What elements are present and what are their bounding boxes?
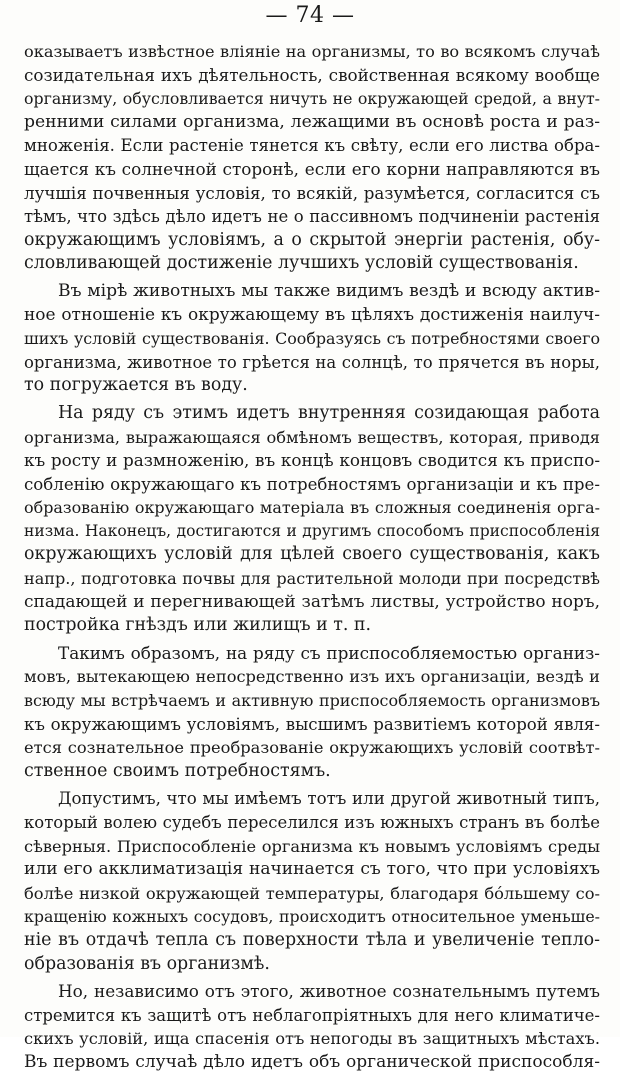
text-line: созидательная ихъ дѣятельность, свойственная всякому вообще — [24, 64, 600, 85]
text-line: постройка гнѣздъ или жилищъ и т. п. — [24, 615, 372, 636]
paragraph — [24, 40, 600, 276]
text-line: Въ мірѣ животныхъ мы также видимъ вездѣ и всюду актив- — [58, 280, 600, 301]
paragraph — [24, 980, 600, 1074]
text-line: низма. Наконецъ, достигаются и другимъ способомъ приспособленія — [24, 521, 600, 540]
text-line: собленію окружающаго къ потребностямъ организаціи и къ пре- — [24, 474, 600, 494]
paragraph — [24, 642, 600, 784]
text-line: или его акклиматизація начинается съ того, что при условіяхъ — [24, 859, 600, 880]
text-line: ное отношеніе къ окружающему въ цѣляхъ достиженія наилуч- — [24, 304, 600, 325]
text-line: Такимъ образомъ, на ряду съ приспособляемостью организ- — [58, 642, 600, 663]
text-line: ренними силами организма, лежащими въ основѣ роста и раз- — [24, 111, 600, 132]
page-number: — 74 — — [265, 3, 355, 28]
text-line: ственное своимъ потребностямъ. — [24, 760, 331, 781]
text-line: оказываетъ извѣстное вліяніе на организмы, то во всякомъ случаѣ — [24, 42, 600, 61]
text-line: стремится къ защитѣ отъ неблагопріятныхъ для него климатиче- — [24, 1005, 600, 1025]
text-line: На ряду съ этимъ идетъ внутренняя созидающая работа — [58, 402, 600, 423]
text-line: мовъ, вытекающею непосредственно изъ ихъ организаціи, вездѣ и — [24, 667, 600, 687]
text-line: Въ первомъ случаѣ дѣло идетъ объ органической приспособля- — [24, 1051, 600, 1072]
text-line: къ росту и размноженію, въ концѣ концовъ сводится къ приспо- — [24, 450, 600, 471]
text-line: организма, выражающаяся обмѣномъ веществъ, которая, приводя — [24, 427, 600, 447]
text-line: образованія въ организмѣ. — [24, 953, 270, 974]
text-line: который волею судебъ переселился изъ южныхъ странъ въ болѣе — [24, 813, 600, 832]
text-line: Но, независимо отъ этого, животное сознательнымъ путемъ — [58, 981, 600, 1002]
text-line: болѣе низкой окружающей температуры, благодаря бо́льшему со- — [24, 883, 600, 903]
text-line: шихъ условій существованія. Сообразуясь съ потребностями своего — [24, 329, 600, 349]
text-line: Допустимъ, что мы имѣемъ тотъ или другой животный типъ, — [58, 789, 600, 809]
text-line: то погружается въ воду. — [24, 375, 248, 396]
text-line: словливающей достиженіе лучшихъ условій существованія. — [24, 253, 579, 274]
text-line: ніе въ отдачѣ тепла съ поверхности тѣла и увеличеніе тепло- — [24, 929, 600, 950]
text-line: окружающимъ условіямъ, а о скрытой энергіи растенія, обу- — [24, 229, 600, 250]
paragraph — [24, 787, 600, 976]
text-line: щается къ солнечной сторонѣ, если его корни направляются въ — [24, 158, 600, 179]
paragraph — [24, 402, 600, 638]
text-line: напр., подготовка почвы для растительной молоди при посредствѣ — [24, 569, 600, 589]
text-line: образованію окружающаго матеріала въ сложныя соединенія орга- — [24, 498, 600, 518]
text-line: скихъ условій, ища спасенія отъ непогоды въ защитныхъ мѣстахъ. — [24, 1029, 600, 1049]
text-line: окружающихъ условій для цѣлей своего существованія, какъ — [24, 544, 600, 565]
text-line: организма, животное то грѣется на солнцѣ, то прячется въ норы, — [24, 352, 600, 372]
text-line: къ окружающимъ условіямъ, высшимъ развитіемъ которой явля- — [24, 714, 600, 734]
text-line: спадающей и перегнивающей затѣмъ листвы, устройство норъ, — [24, 591, 600, 612]
paragraph — [24, 280, 600, 398]
body-text — [24, 40, 600, 1075]
text-line: организму, обусловливается ничуть не окружающей средой, а внут- — [24, 89, 600, 109]
text-line: сѣверныя. Приспособленіе организма къ новымъ условіямъ среды — [24, 836, 600, 856]
text-line: тѣмъ, что здѣсь дѣло идетъ не о пассивномъ подчиненіи растенія — [24, 207, 600, 227]
text-line: всюду мы встрѣчаемъ и активную приспособляемость организмовъ — [24, 691, 600, 711]
text-line: лучшія почвенныя условія, то всякій, разумѣется, согласится съ — [24, 183, 600, 203]
text-line: ется сознательное преобразованіе окружающихъ условій соотвѣт- — [24, 738, 600, 758]
text-line: кращенію кожныхъ сосудовъ, происходитъ относительное уменьше- — [24, 907, 600, 927]
text-line: множенія. Если растеніе тянется къ свѣту, если его листва обра- — [24, 136, 600, 156]
